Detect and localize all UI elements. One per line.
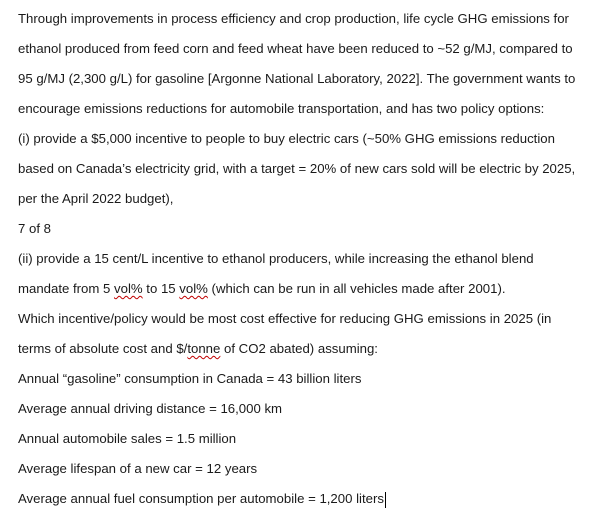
text-line: encourage emissions reductions for automobile transportation, and has two policy options: xyxy=(18,101,545,116)
text-line: (ii) provide a 15 cent/L incentive to ethanol producers, while increasing the ethanol blend xyxy=(18,251,534,266)
text-line: Average annual driving distance = 16,000 km xyxy=(18,401,283,416)
text-segment: to 15 xyxy=(142,281,180,296)
text-segment: (which can be run in all vehicles made after 2001). xyxy=(207,281,506,296)
spelling-flagged-word[interactable]: vol% xyxy=(179,281,208,296)
text-line: based on Canada’s electricity grid, with a target = 20% of new cars sold will be electric by 2025, xyxy=(18,161,576,176)
text-line: Average lifespan of a new car = 12 years xyxy=(18,461,258,476)
text-cursor xyxy=(385,492,386,508)
text-segment: mandate from 5 xyxy=(18,281,115,296)
text-line: Annual “gasoline” consumption in Canada = 43 billion liters xyxy=(18,371,362,386)
spelling-flagged-word[interactable]: tonne xyxy=(187,341,221,356)
text-line: (i) provide a $5,000 incentive to people to buy electric cars (~50% GHG emissions reduction xyxy=(18,131,555,146)
page-number-line: 7 of 8 xyxy=(18,221,51,236)
text-segment: Average annual fuel consumption per automobile = 1,200 liters xyxy=(18,491,384,506)
text-line: Annual automobile sales = 1.5 million xyxy=(18,431,237,446)
text-segment: of CO2 abated) assuming: xyxy=(220,341,378,356)
text-line: per the April 2022 budget), xyxy=(18,191,174,206)
text-line: 95 g/MJ (2,300 g/L) for gasoline [Argonne National Laboratory, 2022]. The government wants to xyxy=(18,71,576,86)
spelling-flagged-word[interactable]: vol% xyxy=(114,281,143,296)
text-line xyxy=(18,274,603,304)
document-body[interactable] xyxy=(18,4,603,514)
text-segment: terms of absolute cost and $/ xyxy=(18,341,188,356)
text-line: Which incentive/policy would be most cost effective for reducing GHG emissions in 2025 (in xyxy=(18,311,552,326)
text-line xyxy=(18,334,603,364)
text-line: ethanol produced from feed corn and feed wheat have been reduced to ~52 g/MJ, compared to xyxy=(18,41,573,56)
text-line xyxy=(18,484,603,514)
text-line: Through improvements in process efficiency and crop production, life cycle GHG emissions for xyxy=(18,11,569,26)
